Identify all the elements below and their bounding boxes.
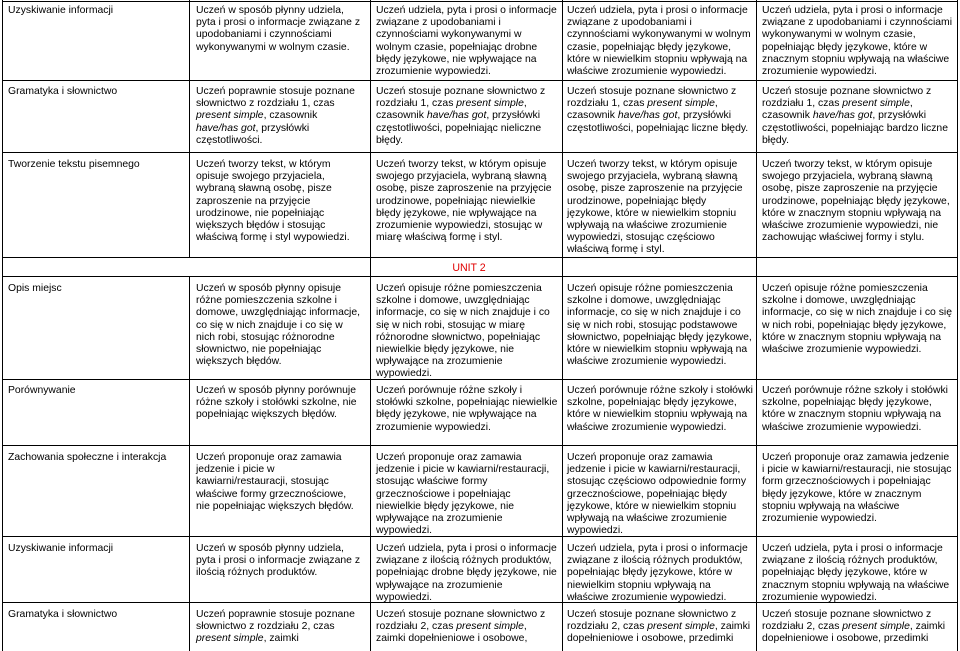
criteria-cell: Uczeń w sposób płynny udziela, pyta i prosi o informacje związane z ilością różnych produktów. — [196, 543, 361, 579]
table-rule — [957, 0, 958, 651]
criteria-cell: Uczeń udziela, pyta i prosi o informacje związane z ilością różnych produktów, popełniając błędy językowe, które w niewielkim stopniu wpływają na właściwe zrozumienie wypowiedzi. — [567, 543, 748, 603]
criteria-cell: Uczeń stosuje poznane słownictwo z rozdziału 1, czas present simple, czasownik have/has got, przysłówki częstotliwości, popełniając liczne błędy. — [567, 86, 749, 134]
criteria-cell: Uczeń tworzy tekst, w którym opisuje swojego przyjaciela, wybraną sławną osobę, pisze zaproszenie na przyjęcie urodzinowe, popełniając błędy językowe, które w znacznym stopniu wpływają na właściwe zrozumienie wypowiedzi, nie zachowując właściwej formy i stylu. — [762, 159, 950, 244]
criteria-cell: Uczeń w sposób płynny opisuje różne pomieszczenia szkolne i domowe, uwzględniając informacje, co się w nich znajduje i co się w nich robi, stosując różnorodne słownictwo, nie popełniając większych błędów. — [196, 283, 361, 368]
criteria-cell: Uczeń porównuje różne szkoły i stołówki szkolne, popełniając błędy językowe, które w niewielkim stopniu wpływają na właściwe zrozumienie wypowiedzi. — [567, 385, 753, 433]
criteria-cell: Uczeń opisuje różne pomieszczenia szkolne i domowe, uwzględniając informacje, co się w nich znajduje i co się w nich robi, stosując w miarę różnorodne słownictwo, popełniając niewielkie błędy językowe, nie wpływające na zrozumienie wypowiedzi. — [376, 283, 550, 380]
row-category: Uzyskiwanie informacji — [8, 5, 114, 16]
criteria-cell: Uczeń stosuje poznane słownictwo z rozdziału 1, czas present simple, czasownik have/has got, przysłówki częstotliwości, popełniając nieliczne błędy. — [376, 86, 546, 146]
criteria-cell: Uczeń porównuje różne szkoły i stołówki szkolne, popełniając niewielkie błędy językowe, nie wpływające na zrozumienie wypowiedzi. — [376, 385, 558, 433]
unit-heading: UNIT 2 — [452, 262, 486, 274]
row-category: Gramatyka i słownictwo — [8, 609, 118, 620]
criteria-cell: Uczeń proponuje oraz zamawia jedzenie i picie w kawiarni/restauracji, nie stosując form grzecznościowych i popełniając błędy językowe, które w znacznym stopniu wpływają na właściwe zrozumienie wypowiedzi. — [762, 452, 952, 525]
table-rule — [2, 276, 958, 277]
criteria-cell: Uczeń tworzy tekst, w którym opisuje swojego przyjaciela, wybraną sławną osobę, pisze zaproszenie na przyjęcie urodzinowe, popełniając niewielkie błędy językowe, nie wpływające na zrozumienie wypowiedzi, stosując w miarę właściwą formę i styl. — [376, 159, 552, 244]
criteria-cell: Uczeń stosuje poznane słownictwo z rozdziału 2, czas present simple, zaimki dopełnieniowe i osobowe, — [376, 609, 546, 645]
table-rule — [2, 445, 958, 446]
criteria-cell: Uczeń w sposób płynny porównuje różne szkoły i stołówki szkolne, nie popełniając większych błędów. — [196, 385, 357, 421]
criteria-cell: Uczeń stosuje poznane słownictwo z rozdziału 2, czas present simple, zaimki dopełnieniowe i osobowe, przedimki — [567, 609, 751, 645]
table-rule — [370, 0, 371, 651]
table-rule — [562, 0, 563, 651]
criteria-cell: Uczeń proponuje oraz zamawia jedzenie i picie w kawiarni/restauracji, stosując właściwe formy grzecznościowe, nie popełniając większych błędów. — [196, 452, 354, 512]
criteria-cell: Uczeń udziela, pyta i prosi o informacje związane z upodobaniami i czynnościami wykonywanymi w wolnym czasie, popełniając błędy językowe, które w znacznym stopniu wpływają na właściwe zrozumienie wypowiedzi. — [762, 5, 953, 78]
criteria-cell: Uczeń poprawnie stosuje poznane słownictwo z rozdziału 1, czas present simple, czasownik have/has got, przysłówki częstotliwości. — [196, 86, 355, 146]
criteria-cell: Uczeń w sposób płynny udziela, pyta i prosi o informacje związane z upodobaniami i czynnościami wykonywanymi w wolnym czasie. — [196, 5, 361, 53]
table-rule — [189, 276, 190, 651]
criteria-cell: Uczeń tworzy tekst, w którym opisuje swojego przyjaciela, wybraną sławną osobę, pisze zaproszenie na przyjęcie urodzinowe, popełniając błędy językowe, które w niewielkim stopniu wpływają na właściwe zrozumienie wypowiedzi, stosując częściowo właściwą formę i styl. — [567, 159, 743, 256]
table-rule — [2, 257, 958, 258]
criteria-cell: Uczeń porównuje różne szkoły i stołówki szkolne, popełniając błędy językowe, które w znacznym stopniu wpływają na właściwe zrozumienie wypowiedzi. — [762, 385, 948, 433]
criteria-cell: Uczeń opisuje różne pomieszczenia szkolne i domowe, uwzględniając informacje, co się w nich znajduje i co się w nich robi, popełniając błędy językowe, które w znacznym stopniu wpływają na właściwe zrozumienie wypowiedzi. — [762, 283, 953, 356]
row-category: Porównywanie — [8, 385, 76, 396]
row-category: Zachowania społeczne i interakcja — [8, 452, 167, 463]
criteria-cell: Uczeń proponuje oraz zamawia jedzenie i picie w kawiarni/restauracji, stosując właściwe formy grzecznościowe i popełniając niewielkie błędy językowe, nie wpływające na zrozumienie wypowiedzi. — [376, 452, 550, 537]
table-rule — [2, 152, 958, 153]
criteria-cell: Uczeń poprawnie stosuje poznane słownictwo z rozdziału 2, czas present simple, zaimki — [196, 609, 355, 645]
row-category: Opis miejsc — [8, 283, 62, 294]
criteria-cell: Uczeń stosuje poznane słownictwo z rozdziału 1, czas present simple, czasownik have/has got, przysłówki częstotliwości, popełniając bardzo liczne błędy. — [762, 86, 948, 146]
criteria-cell: Uczeń udziela, pyta i prosi o informacje związane z ilością różnych produktów, popełniając błędy językowe, które w znacznym stopniu wpływają na właściwe zrozumienie wypowiedzi. — [762, 543, 950, 603]
row-category: Gramatyka i słownictwo — [8, 86, 118, 97]
table-rule — [2, 0, 3, 651]
criteria-cell: Uczeń tworzy tekst, w którym opisuje swojego przyjaciela, wybraną sławną osobę, pisze zaproszenie na przyjęcie urodzinowe, nie popełniając większych błędów i stosując właściwą formę i styl wypowiedzi. — [196, 159, 350, 244]
table-rule — [2, 80, 958, 81]
criteria-cell: Uczeń udziela, pyta i prosi o informacje związane z ilością różnych produktów, popełniając drobne błędy językowe, nie wpływające na zrozumienie wypowiedzi. — [376, 543, 557, 603]
criteria-cell: Uczeń stosuje poznane słownictwo z rozdziału 2, czas present simple, zaimki dopełnieniowe i osobowe, przedimki — [762, 609, 946, 645]
criteria-cell: Uczeń proponuje oraz zamawia jedzenie i picie w kawiarni/restauracji, stosując częściowo odpowiednie formy grzecznościowe, popełniając błędy językowe, które w niewielkim stopniu wpływają na właściwe zrozumienie wypowiedzi. — [567, 452, 747, 537]
table-rule — [2, 1, 958, 2]
row-category: Tworzenie tekstu pisemnego — [8, 159, 140, 170]
table-rule — [189, 0, 190, 258]
row-category: Uzyskiwanie informacji — [8, 543, 114, 554]
criteria-cell: Uczeń opisuje różne pomieszczenia szkolne i domowe, uwzględniając informacje, co się w nich znajduje i co się w nich robi, stosując podstawowe słownictwo, popełniając błędy językowe, które w niewielkim stopniu wpływają na właściwe zrozumienie wypowiedzi. — [567, 283, 752, 368]
criteria-cell: Uczeń udziela, pyta i prosi o informacje związane z upodobaniami i czynnościami wykonywanymi w wolnym czasie, popełniając drobne błędy językowe, nie wpływające na zrozumienie wypowiedzi. — [376, 5, 557, 78]
table-rule — [756, 0, 757, 651]
criteria-cell: Uczeń udziela, pyta i prosi o informacje związane z upodobaniami i czynnościami wykonywanymi w wolnym czasie, popełniając błędy językowe, które w niewielkim stopniu wpływają na właściwe zrozumienie wypowiedzi. — [567, 5, 751, 78]
